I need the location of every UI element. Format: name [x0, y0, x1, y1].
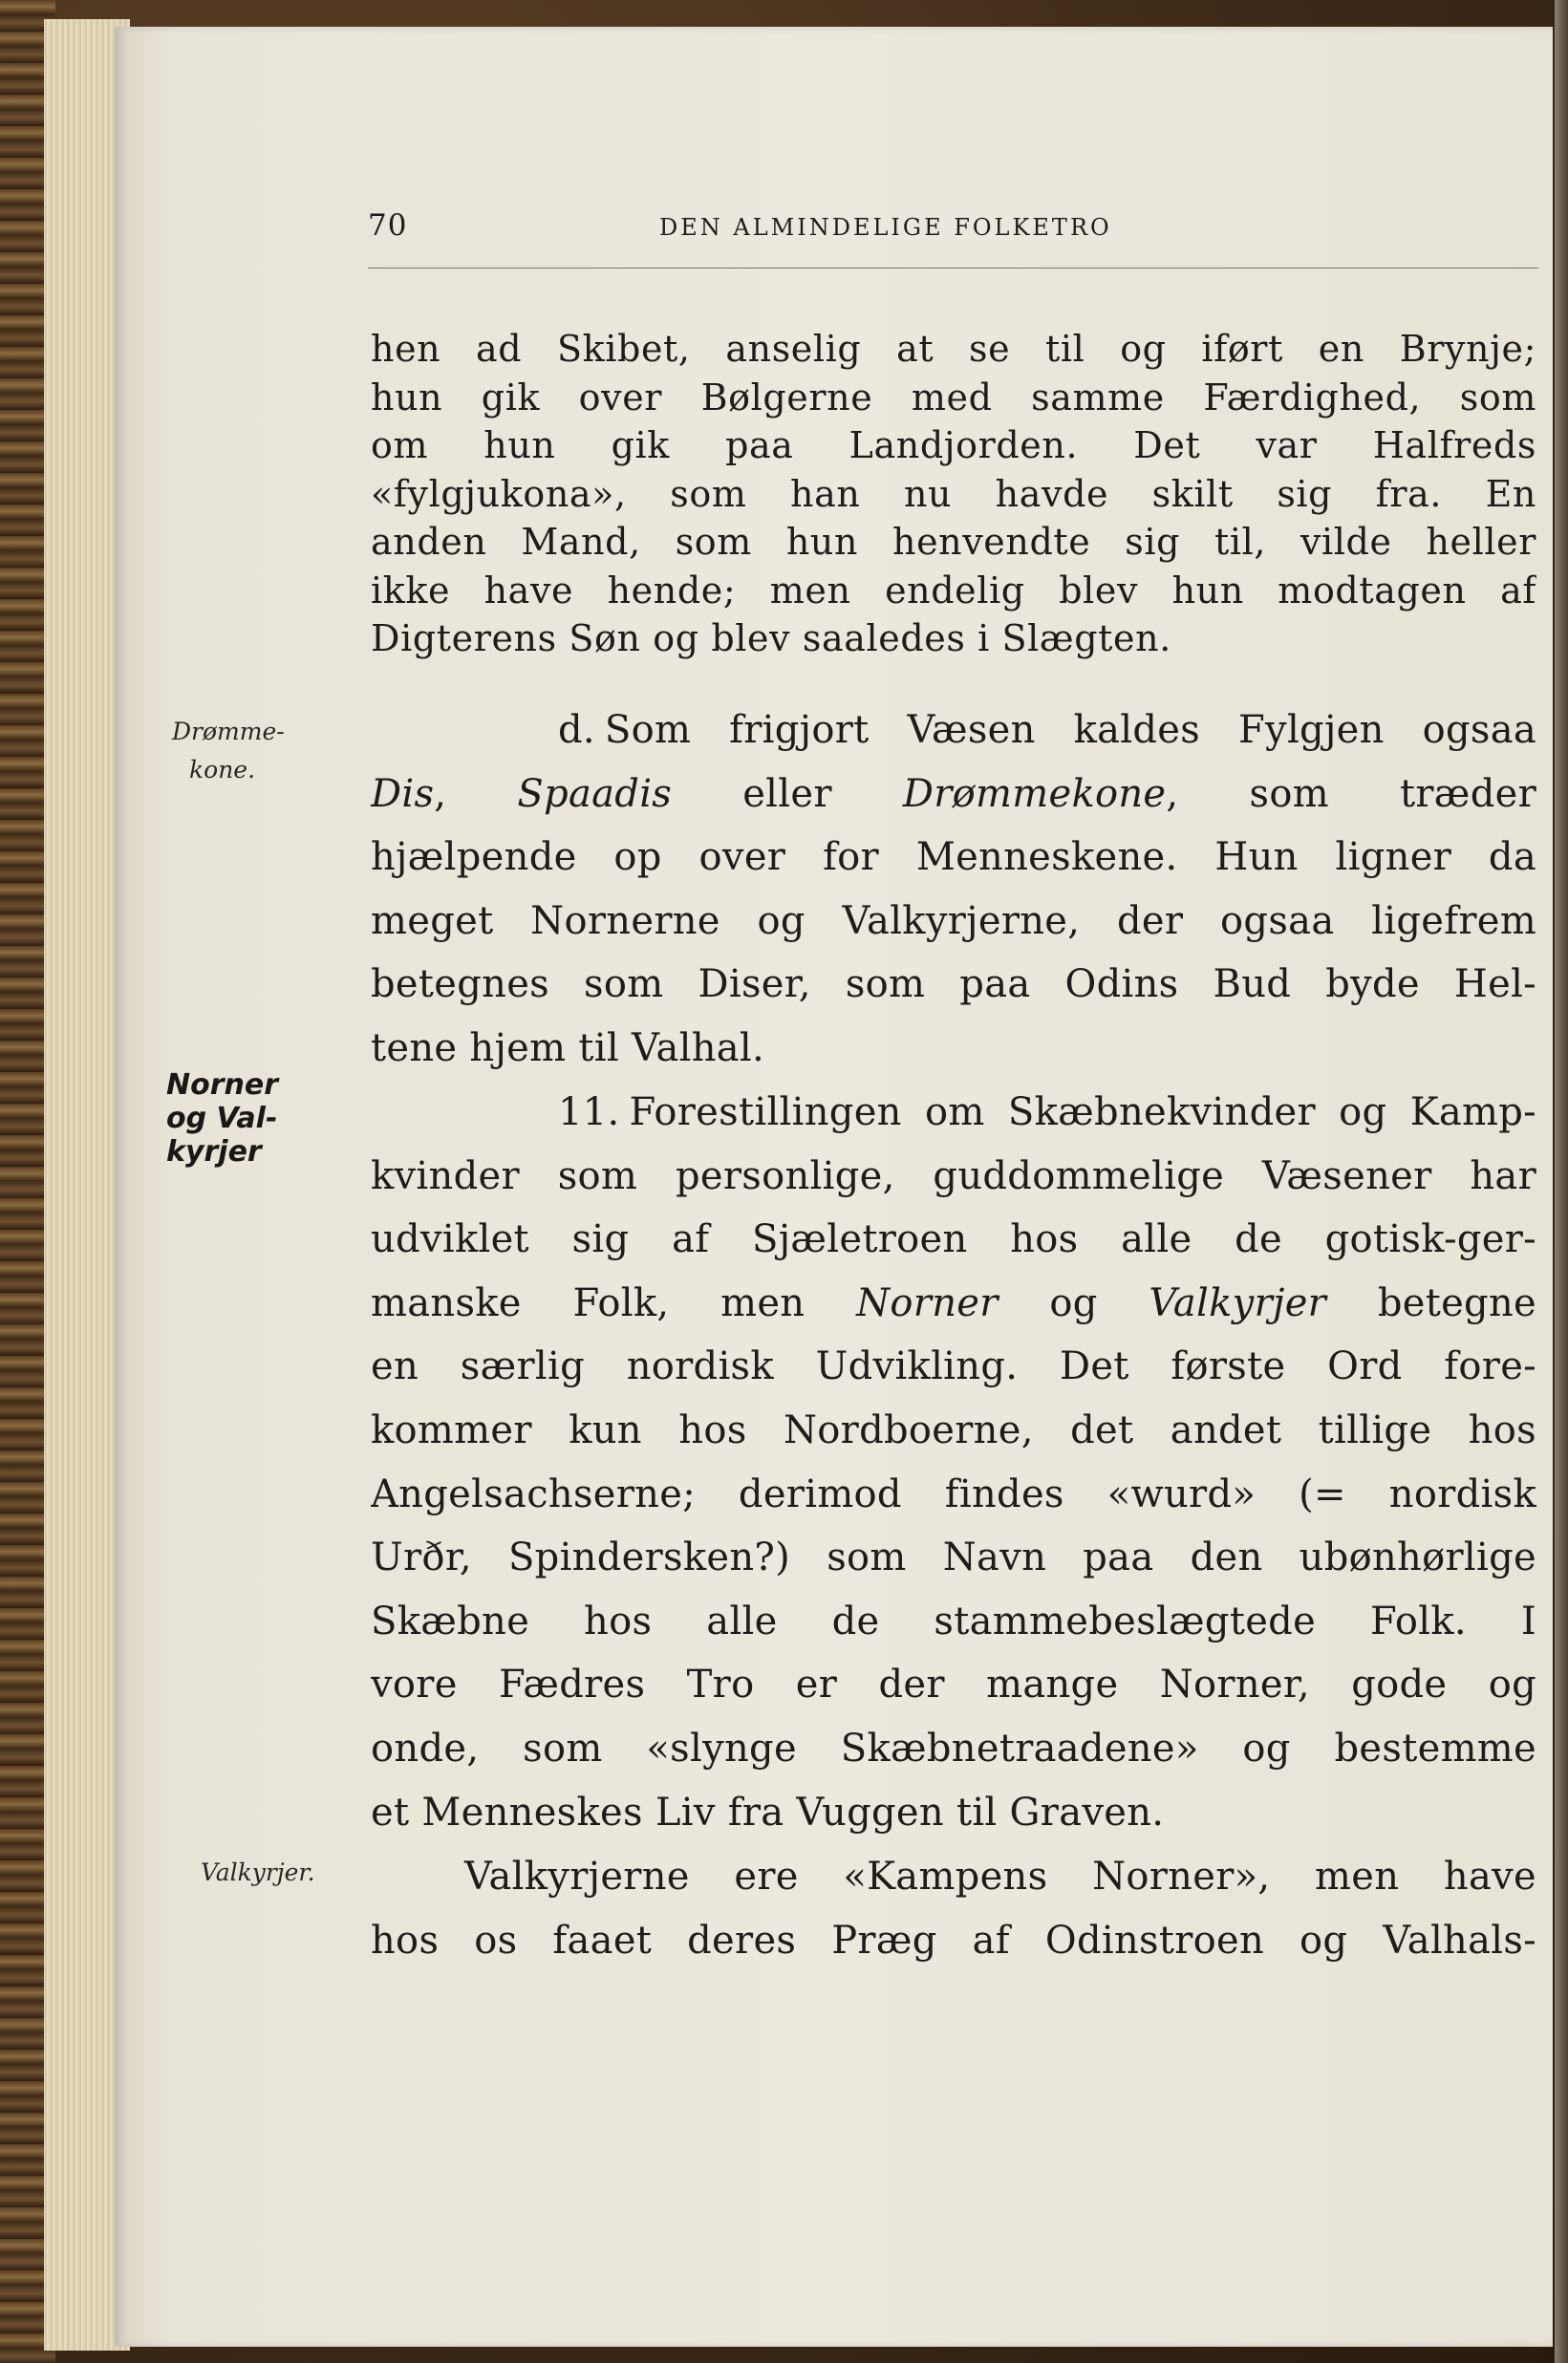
book-right-edge: [1555, 0, 1568, 2363]
term-norner: Norner: [856, 1280, 999, 1325]
margin-note-norner: [166, 1068, 278, 1169]
text-line: hos os faaet deres Præg af Odinstroen og Valhals-: [371, 1918, 1536, 1963]
section-marker: d.: [558, 708, 595, 752]
text-line: tene hjem til Valhal.: [371, 1025, 765, 1070]
section-11-paragraph: [371, 1081, 1536, 1844]
header-rule: [368, 268, 1538, 269]
continued-paragraph: [371, 325, 1536, 663]
margin-note-line: kyrjer: [166, 1135, 262, 1169]
line-text: og: [1049, 1280, 1098, 1325]
text-line: betegnes som Diser, som paa Odins Bud byde Hel-: [371, 962, 1536, 1007]
text-line: Valkyrjerne ere «Kampens Norner», men have: [464, 1855, 1536, 1899]
margin-note-line: kone.: [189, 756, 256, 784]
running-title: DEN ALMINDELIGE FOLKETRO: [659, 214, 1112, 241]
text-line: om hun gik paa Landjorden. Det var Halfreds: [371, 424, 1536, 466]
punct: ,: [1166, 771, 1179, 816]
text-line: [371, 763, 1536, 827]
text-line: hjælpende op over for Menneskene. Hun ligner da: [371, 835, 1536, 880]
text-line: [371, 1081, 1536, 1145]
text-line: kommer kun hos Nordboerne, det andet tillige hos: [371, 1407, 1536, 1452]
text-line: udviklet sig af Sjæletroen hos alle de gotisk-ger-: [371, 1217, 1536, 1262]
term-dis: Dis: [371, 771, 435, 816]
text-line: et Menneskes Liv fra Vuggen til Graven.: [371, 1790, 1165, 1835]
margin-note-line: og Val-: [166, 1102, 278, 1135]
section-d-paragraph: [371, 698, 1536, 1081]
section-number: 11.: [558, 1090, 620, 1134]
text-line: anden Mand, som hun henvendte sig til, vilde heller: [371, 521, 1536, 563]
line-text: Som frigjort Væsen kaldes Fylgjen ogsaa: [604, 708, 1536, 752]
margin-note-drommekone: [172, 713, 285, 789]
page-number: 70: [368, 208, 408, 243]
text-line: ikke have hende; men endelig blev hun modtagen af: [371, 569, 1536, 612]
line-text: eller: [742, 771, 832, 816]
text-line: meget Nornerne og Valkyrjerne, der ogsaa ligefrem: [371, 898, 1536, 943]
margin-note-line: Drømme-: [172, 718, 285, 745]
text-line: Urðr, Spindersken?) som Navn paa den ubønhørlige: [371, 1536, 1536, 1580]
term-drommekone: Drømmekone: [902, 771, 1167, 816]
margin-note-line: Norner: [166, 1068, 279, 1102]
line-text: Forestillingen om Skæbnekvinder og Kamp-: [629, 1090, 1536, 1134]
text-line: Digterens Søn og blev saaledes i Slægten.: [371, 617, 1171, 659]
text-line: [371, 1272, 1536, 1336]
text-line: hen ad Skibet, anselig at se til og iført en Brynje;: [371, 328, 1536, 370]
text-line: kvinder som personlige, guddommelige Væsener har: [371, 1153, 1536, 1198]
text-line: «fylgjukona», som han nu havde skilt sig fra. En: [371, 472, 1536, 515]
punct: ,: [434, 771, 447, 816]
line-text: betegne: [1377, 1280, 1536, 1325]
section-valkyrjer-paragraph: [371, 1845, 1536, 1972]
line-text: som træder: [1249, 771, 1536, 816]
text-line: vore Fædres Tro er der mange Norner, gode og: [371, 1663, 1536, 1708]
text-line: [371, 698, 1536, 763]
text-line: Angelsachserne; derimod findes «wurd» (= nordisk: [371, 1472, 1536, 1516]
text-line: onde, som «slynge Skæbnetraadene» og bestemme: [371, 1726, 1536, 1771]
margin-note-valkyrjer: [201, 1854, 315, 1892]
book-page: [115, 27, 1553, 2347]
margin-note-line: Valkyrjer.: [201, 1858, 315, 1886]
term-spaadis: Spaadis: [517, 771, 673, 816]
line-text: manske Folk, men: [371, 1280, 805, 1325]
text-line: hun gik over Bølgerne med samme Færdighed, som: [371, 376, 1536, 419]
term-valkyrjer: Valkyrjer: [1149, 1280, 1327, 1325]
text-line: en særlig nordisk Udvikling. Det første Ord fore-: [371, 1344, 1536, 1389]
text-line: Skæbne hos alle de stammebeslægtede Folk. I: [371, 1599, 1536, 1643]
